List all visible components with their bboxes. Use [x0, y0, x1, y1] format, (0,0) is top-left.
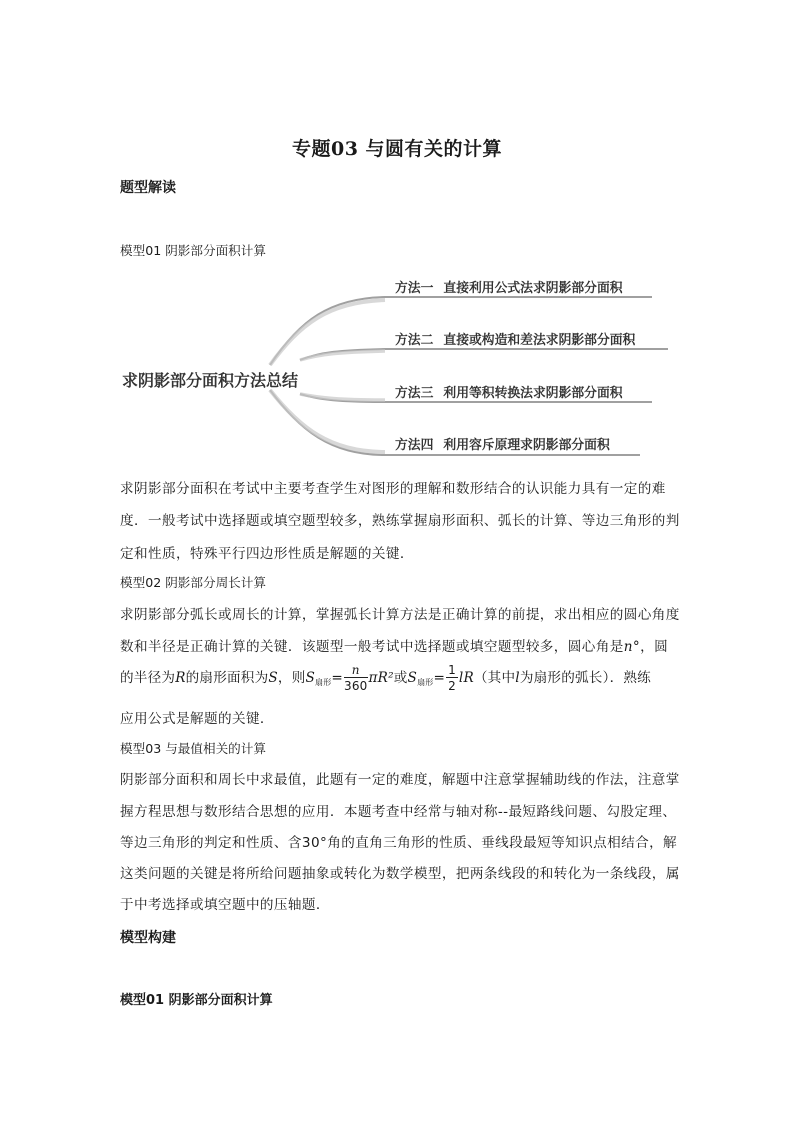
math-subscript: 扇形 — [417, 678, 434, 687]
paragraph-3-line-2: 握方程思想与数形结合思想的应用．本题考查中经常与轴对称--最短路线问题、勾股定理、 — [120, 804, 677, 820]
paragraph-1-line-2: 度．一般考试中选择题或填空题型较多，熟练掌握扇形面积、弧长的计算、等边三角形的判 — [120, 513, 680, 529]
section-heading-reading: 题型解读 — [120, 180, 176, 196]
paragraph-3-line-5: 于中考选择或填空题中的压轴题． — [120, 897, 330, 913]
branch-method-text: 直接利用公式法求阴影部分面积 — [443, 281, 623, 296]
branch-method-label: 方法一 — [395, 281, 434, 296]
paragraph-2-line-4: 应用公式是解题的关键． — [120, 711, 274, 727]
text-segment: 的半径为 — [120, 670, 176, 686]
paragraph-2-line-3 — [120, 664, 651, 692]
fraction-numerator: n — [344, 664, 368, 678]
math-var-n: n° — [623, 639, 641, 655]
model01-heading-build: 模型01 阴影部分面积计算 — [120, 993, 273, 1008]
section-heading-build: 模型构建 — [120, 930, 176, 946]
text-segment: 的扇形面积为 — [185, 670, 269, 686]
text-segment: 为扇形的弧长）．熟练 — [519, 670, 651, 686]
text-segment: ，则 — [277, 670, 306, 686]
math-subscript: 扇形 — [315, 678, 332, 687]
math-var-l: l — [515, 670, 520, 686]
paragraph-1-line-3: 定和性质，特殊平行四边形性质是解题的关键． — [120, 546, 414, 562]
branch-method-text: 利用容斥原理求阴影部分面积 — [443, 438, 610, 453]
branch-method-label: 方法四 — [395, 438, 434, 453]
fraction-n-over-360 — [344, 664, 368, 692]
mindmap-branch-4 — [395, 434, 610, 453]
text-segment: 或 — [393, 670, 408, 686]
branch-method-text: 利用等积转换法求阴影部分面积 — [443, 386, 623, 401]
math-var-R: R — [175, 670, 186, 686]
model03-heading: 模型03 与最值相关的计算 — [120, 741, 266, 756]
math-S-sector: S — [407, 670, 418, 686]
branch-method-text: 直接或构造和差法求阴影部分面积 — [443, 333, 636, 348]
text-segment: 数和半径是正确计算的关键．该题型一般考试中选择题或填空题型较多，圆心角是 — [120, 639, 624, 655]
paragraph-2-line-2 — [120, 635, 668, 655]
branch-method-label: 方法二 — [395, 333, 434, 348]
fraction-numerator: 1 — [448, 663, 456, 677]
paragraph-3-line-4: 这类问题的关键是将所给问题抽象或转化为数学模型，把两条线段的和转化为一条线段，属 — [120, 866, 680, 882]
math-equals: = — [331, 670, 344, 686]
math-equals: = — [433, 670, 446, 686]
model02-heading: 模型02 阴影部分周长计算 — [120, 575, 266, 590]
paragraph-1-line-1: 求阴影部分面积在考试中主要考查学生对图形的理解和数形结合的认识能力具有一定的难 — [120, 481, 666, 497]
mindmap-center-node: 求阴影部分面积方法总结 — [122, 371, 299, 390]
fraction-denominator: 2 — [448, 679, 456, 693]
page-title: 专题03 与圆有关的计算 — [291, 138, 503, 160]
paragraph-2-line-1: 求阴影部分弧长或周长的计算，掌握弧长计算方法是正确计算的前提，求出相应的圆心角度 — [120, 607, 680, 623]
mindmap-branch-1 — [395, 277, 623, 296]
math-var-S: S — [268, 670, 278, 686]
fraction-one-half — [446, 664, 458, 692]
text-segment: ，圆 — [640, 639, 669, 655]
mindmap-branch-3 — [395, 382, 623, 401]
math-lR: lR — [458, 670, 474, 686]
paragraph-3-line-3: 等边三角形的判定和性质、含30°角的直角三角形的性质、垂线段最短等知识点相结合，解 — [120, 835, 678, 851]
branch-method-label: 方法三 — [395, 386, 434, 401]
mindmap-branch-2 — [395, 329, 635, 348]
math-S-sector: S — [305, 670, 316, 686]
math-pi-r-squared: πR² — [368, 670, 394, 686]
paragraph-3-line-1: 阴影部分面积和周长中求最值，此题有一定的难度，解题中注意掌握辅助线的作法，注意掌 — [120, 772, 680, 788]
model01-heading: 模型01 阴影部分面积计算 — [120, 243, 266, 258]
fraction-denominator: 360 — [344, 679, 368, 693]
text-segment: （其中 — [473, 670, 516, 686]
